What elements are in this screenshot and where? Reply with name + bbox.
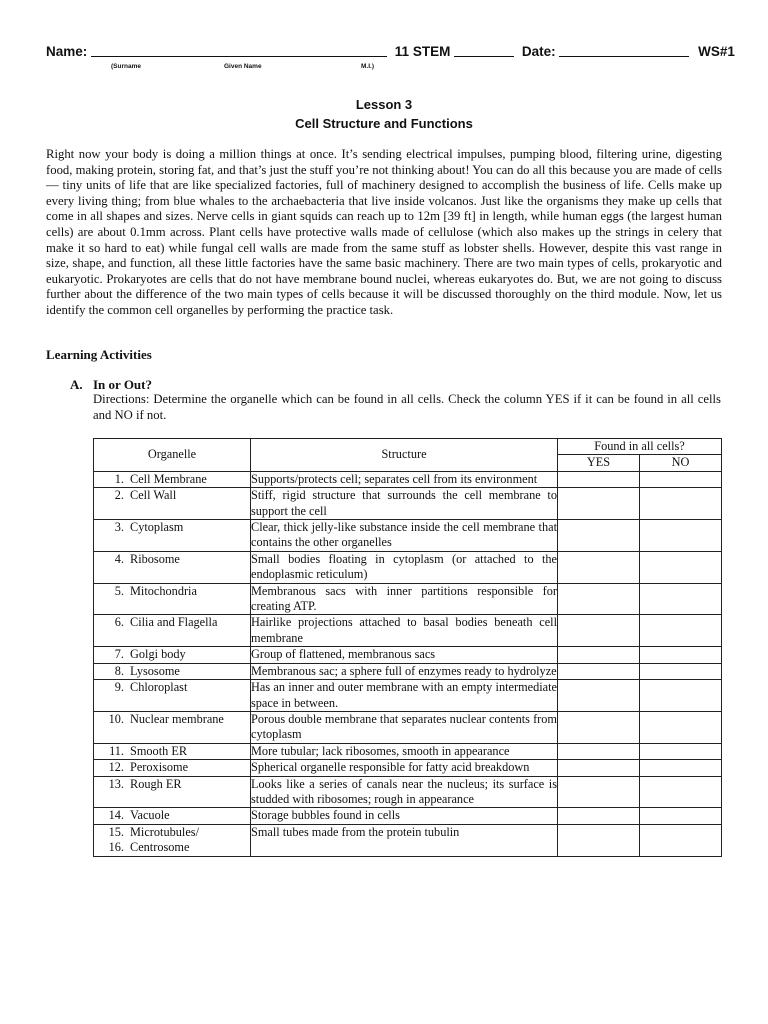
section-letter: A. <box>70 377 83 392</box>
no-checkbox-cell[interactable] <box>640 520 722 552</box>
structure-cell: Has an inner and outer membrane with an empty intermediate space in between. <box>251 680 557 710</box>
found-in-all-cells-header: Found in all cells? <box>558 439 722 455</box>
organelle-name: Centrosome <box>130 840 190 855</box>
organelle-column-header: Organelle <box>94 439 251 472</box>
table-row <box>94 711 722 743</box>
table-row <box>94 471 722 487</box>
organelle-entry <box>94 760 250 775</box>
yes-checkbox-cell[interactable] <box>558 647 640 663</box>
organelle-name: Rough ER <box>130 776 182 791</box>
table-row <box>94 583 722 615</box>
organelle-cell <box>94 760 251 776</box>
organelle-name: Peroxisome <box>130 760 189 775</box>
yes-checkbox-cell[interactable] <box>558 808 640 824</box>
organelle-number: 5. <box>114 583 124 598</box>
yes-column-header: YES <box>558 455 640 471</box>
organelle-entry <box>94 647 250 662</box>
structure-cell: Supports/protects cell; separates cell from its environment <box>251 471 558 487</box>
no-checkbox-cell[interactable] <box>640 743 722 759</box>
structure-cell: More tubular; lack ribosomes, smooth in appearance <box>251 743 558 759</box>
table-row <box>94 743 722 759</box>
organelle-name: Chloroplast <box>130 680 188 695</box>
organelle-entry <box>94 552 250 567</box>
intro-paragraph: Right now your body is doing a million things at once. It’s sending electrical impulses, pumping blood, filtering urine, digesting food, making protein, storing fat, and that’s just the stuff you’re not thinking about! You can do all this because you are made of cells — tiny units of life that are like specialized factories, full of machinery designed to accomplish the business of life. Cells make up every living thing; from blue whales to the archaebacteria that live inside volcanos. Just like the organisms they make up cells that come in all shapes and sizes. Nerve cells in giant squids can reach up to 12m [39 ft] in length, while human eggs (the largest human cells) are about 0.1mm across. Plant cells have protective walls made of cellulose (which also makes up the strings in celery that make it so hard to eat) while fungal cell walls are made from the same stuff as lobster shells. However, despite this vast range in size, shape, and function, all these little factories have the same basic machinery. There are two main types of cells, prokaryotic and eukaryotic. Prokaryotes are cells that do not have membrane bound nuclei, whereas eukaryotes do. But, we are not going to discuss further about the difference of the two main types of cells because it will be discussed thoroughly on the third module. Now, let us identify the common cell organelles by performing the practice task. <box>46 147 722 317</box>
yes-checkbox-cell[interactable] <box>558 663 640 679</box>
organelle-entry <box>94 840 250 855</box>
organelle-number: 9. <box>114 680 124 695</box>
no-checkbox-cell[interactable] <box>640 471 722 487</box>
no-checkbox-cell[interactable] <box>640 488 722 520</box>
organelle-number: 2. <box>114 488 124 503</box>
table-row <box>94 488 722 520</box>
student-info-line <box>46 44 735 59</box>
organelle-name: Vacuole <box>130 808 170 823</box>
organelle-cell <box>94 743 251 759</box>
table-row <box>94 824 722 856</box>
organelle-cell <box>94 680 251 712</box>
organelle-number: 12. <box>108 760 124 775</box>
organelle-number: 14. <box>108 808 124 823</box>
organelle-cell <box>94 471 251 487</box>
organelle-table <box>93 438 722 857</box>
yes-checkbox-cell[interactable] <box>558 615 640 647</box>
table-row <box>94 808 722 824</box>
yes-checkbox-cell[interactable] <box>558 488 640 520</box>
organelle-name: Smooth ER <box>130 743 188 758</box>
yes-checkbox-cell[interactable] <box>558 743 640 759</box>
organelle-cell <box>94 647 251 663</box>
organelle-number: 8. <box>114 663 124 678</box>
date-label: Date: <box>521 44 556 59</box>
section-blank[interactable] <box>454 44 514 57</box>
no-checkbox-cell[interactable] <box>640 824 722 856</box>
yes-checkbox-cell[interactable] <box>558 520 640 552</box>
organelle-entry <box>94 777 250 792</box>
organelle-cell <box>94 520 251 552</box>
organelle-entry <box>94 680 250 695</box>
no-column-header: NO <box>640 455 722 471</box>
structure-cell: Looks like a series of canals near the nucleus; its surface is studded with ribosomes; rough in appearance <box>251 776 557 806</box>
yes-checkbox-cell[interactable] <box>558 583 640 615</box>
structure-cell: Hairlike projections attached to basal bodies beneath cell membrane <box>251 615 557 645</box>
no-checkbox-cell[interactable] <box>640 663 722 679</box>
organelle-cell <box>94 551 251 583</box>
surname-hint: (Surname <box>111 63 141 70</box>
organelle-name: Ribosome <box>130 551 180 566</box>
table-row <box>94 647 722 663</box>
organelle-name: Cilia and Flagella <box>130 615 218 630</box>
organelle-cell <box>94 711 251 743</box>
section-title: In or Out? <box>93 377 152 392</box>
organelle-entry <box>94 615 250 630</box>
organelle-cell <box>94 615 251 647</box>
yes-checkbox-cell[interactable] <box>558 776 640 808</box>
table-row <box>94 520 722 552</box>
organelle-entry <box>94 520 250 535</box>
name-label: Name: <box>46 44 88 59</box>
structure-cell: Stiff, rigid structure that surrounds the cell membrane to support the cell <box>251 488 557 518</box>
organelle-name: Golgi body <box>130 647 186 662</box>
yes-checkbox-cell[interactable] <box>558 760 640 776</box>
organelle-name: Microtubules/ <box>130 824 199 839</box>
table-row <box>94 615 722 647</box>
table-row <box>94 680 722 712</box>
structure-cell: Membranous sacs with inner partitions responsible for creating ATP. <box>251 583 557 614</box>
middle-initial-hint: M.I.) <box>361 63 374 70</box>
yes-checkbox-cell[interactable] <box>558 680 640 712</box>
yes-checkbox-cell[interactable] <box>558 824 640 856</box>
organelle-number: 6. <box>114 615 124 630</box>
organelle-entry <box>94 808 250 823</box>
organelle-cell <box>94 808 251 824</box>
organelle-number: 3. <box>114 520 124 535</box>
structure-cell: Storage bubbles found in cells <box>251 808 558 824</box>
structure-cell: Porous double membrane that separates nuclear contents from cytoplasm <box>251 711 557 742</box>
yes-checkbox-cell[interactable] <box>558 471 640 487</box>
structure-column-header: Structure <box>251 439 558 472</box>
organelle-cell <box>94 776 251 808</box>
organelle-number: 10. <box>108 711 124 726</box>
structure-cell: Spherical organelle responsible for fatty acid breakdown <box>251 760 558 776</box>
no-checkbox-cell[interactable] <box>640 776 722 808</box>
no-checkbox-cell[interactable] <box>640 808 722 824</box>
structure-cell: Small bodies floating in cytoplasm (or attached to the endoplasmic reticulum) <box>251 551 557 582</box>
table-row <box>94 551 722 583</box>
no-checkbox-cell[interactable] <box>640 551 722 583</box>
organelle-name: Lysosome <box>130 663 180 678</box>
learning-activities-heading: Learning Activities <box>46 347 152 362</box>
organelle-number: 15. <box>108 824 124 839</box>
organelle-cell <box>94 488 251 520</box>
table-row <box>94 776 722 808</box>
given-name-hint: Given Name <box>224 63 262 70</box>
worksheet-number: WS#1 <box>698 44 735 59</box>
structure-cell: Small tubes made from the protein tubulin <box>251 824 558 856</box>
organelle-entry <box>94 584 250 599</box>
organelle-number: 7. <box>114 647 124 662</box>
yes-checkbox-cell[interactable] <box>558 551 640 583</box>
lesson-title: Cell Structure and Functions <box>295 116 473 131</box>
organelle-cell <box>94 663 251 679</box>
structure-cell: Membranous sac; a sphere full of enzymes ready to hydrolyze <box>251 663 557 678</box>
no-checkbox-cell[interactable] <box>640 615 722 647</box>
organelle-cell <box>94 824 251 856</box>
organelle-name: Mitochondria <box>130 583 197 598</box>
no-checkbox-cell[interactable] <box>640 711 722 743</box>
organelle-entry <box>94 472 250 487</box>
organelle-entry <box>94 712 250 727</box>
stem-label: 11 STEM <box>394 44 451 59</box>
organelle-number: 11. <box>109 743 124 758</box>
organelle-entry <box>94 825 250 840</box>
organelle-name: Cell Membrane <box>130 471 207 486</box>
no-checkbox-cell[interactable] <box>640 647 722 663</box>
organelle-entry <box>94 744 250 759</box>
name-blank[interactable] <box>91 44 387 57</box>
directions-text: Directions: Determine the organelle which can be found in all cells. Check the column YES if it can be found in all cells and NO if not. <box>93 392 721 422</box>
table-row <box>94 663 722 679</box>
structure-cell: Clear, thick jelly-like substance inside the cell membrane that contains the other organelles <box>251 520 557 550</box>
organelle-entry <box>94 488 250 503</box>
table-row <box>94 760 722 776</box>
structure-cell: Group of flattened, membranous sacs <box>251 647 558 663</box>
no-checkbox-cell[interactable] <box>640 583 722 615</box>
organelle-number: 13. <box>108 776 124 791</box>
organelle-number: 4. <box>114 551 124 566</box>
organelle-number: 16. <box>108 840 124 855</box>
organelle-entry <box>94 664 250 679</box>
organelle-number: 1. <box>114 471 124 486</box>
organelle-name: Nuclear membrane <box>130 711 224 726</box>
organelle-cell <box>94 583 251 615</box>
no-checkbox-cell[interactable] <box>640 760 722 776</box>
lesson-number: Lesson 3 <box>355 97 413 112</box>
organelle-name: Cell Wall <box>130 488 177 503</box>
yes-checkbox-cell[interactable] <box>558 711 640 743</box>
no-checkbox-cell[interactable] <box>640 680 722 712</box>
date-blank[interactable] <box>559 44 689 57</box>
organelle-name: Cytoplasm <box>130 520 184 535</box>
